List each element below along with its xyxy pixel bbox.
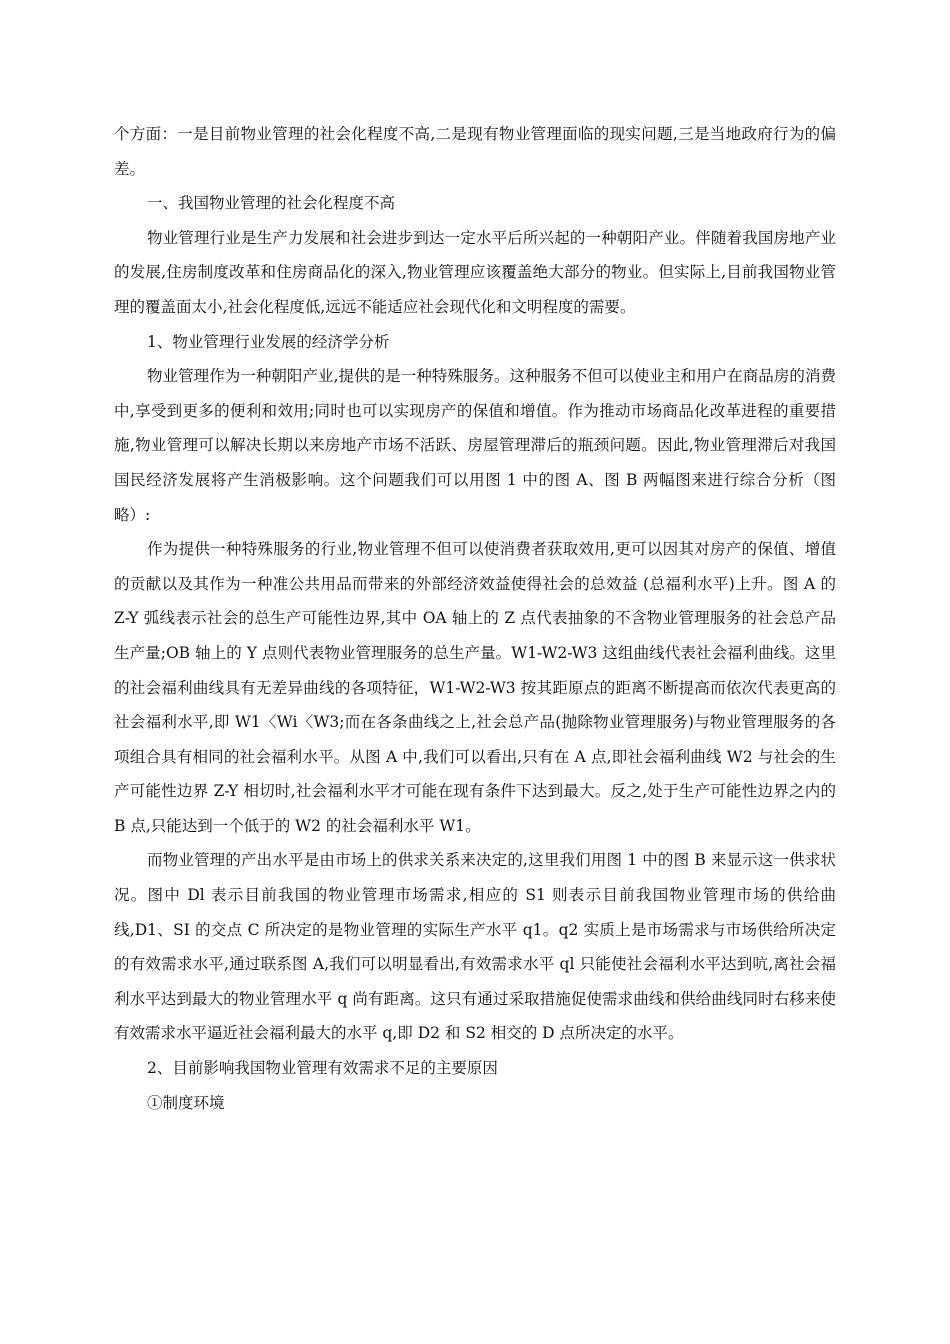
paragraph: 物业管理行业是生产力发展和社会进步到达一定水平后所兴起的一种朝阳产业。伴随着我国房地产业的发展,住房制度改革和住房商品化的深入,物业管理应该覆盖绝大部分的物业。但实际上,目前我国物业管理的覆盖面太小,社会化程度低,远远不能适应社会现代化和文明程度的需要。 — [114, 228, 836, 316]
document-body — [114, 117, 836, 1120]
list-item-heading: ①制度环境 — [147, 1093, 225, 1112]
paragraph: 物业管理作为一种朝阳产业,提供的是一种特殊服务。这种服务不但可以使业主和用户在商品房的消费中,享受到更多的便利和效用;同时也可以实现房产的保值和增值。作为推动市场商品化改革进程的重要措施,物业管理可以解决长期以来房地产市场不活跃、房屋管理滞后的瓶颈问题。因此,物业管理滞后对我国国民经济发展将产生消极影响。这个问题我们可以用图 1 中的图 A、图 B 两幅图来进行综合分析（图略）: — [114, 367, 836, 524]
paragraph: 而物业管理的产出水平是由市场上的供求关系来决定的,这里我们用图 1 中的图 B 来显示这一供求状况。图中 Dl 表示目前我国的物业管理市场需求,相应的 S1 则表示目前我国物业管理市场的供给曲线,D1、SI 的交点 C 所决定的是物业管理的实际生产水平 q1。q2 实质上是市场需求与市场供给所决定的有效需求水平,通过联系图 A,我们可以明显看出,有效需求水平 ql 只能使社会福利水平达到吭,离社会福利水平达到最大的物业管理水平 q 尚有距离。这只有通过采取措施促使需求曲线和供给曲线同时右移来使有效需求水平逼近社会福利最大的水平 q,即 D2 和 S2 相交的 D 点所决定的水平。 — [114, 851, 836, 1043]
paragraph-continuation: 个方面：一是目前物业管理的社会化程度不高,二是现有物业管理面临的现实问题,三是当地政府行为的偏差。 — [114, 125, 836, 178]
section-heading-1: 一、我国物业管理的社会化程度不高 — [147, 194, 396, 213]
paragraph: 作为提供一种特殊服务的行业,物业管理不但可以使消费者获取效用,更可以因其对房产的保值、增值的贡献以及其作为一种准公共用品而带来的外部经济效益使得社会的总效益 (总福利水平)上升。图 A 的 Z-Y 弧线表示社会的总生产可能性边界,其中 OA 轴上的 Z 点代表抽象的不含物业管理服务的社会总产品生产量;OB 轴上的 Y 点则代表物业管理服务的总生产量。W1-W2-W3 这组曲线代表社会福利曲线。这里的社会福利曲线具有无差异曲线的各项特征，W1-W2-W3 按其距原点的距离不断提高而依次代表更高的社会福利水平,即 W1〈Wi〈W3;而在各条曲线之上,社会总产品(抛除物业管理服务)与物业管理服务的各项组合具有相同的社会福利水平。从图 A 中,我们可以看出,只有在 A 点,即社会福利曲线 W2 与社会的生产可能性边界 Z-Y 相切时,社会福利水平才可能在现有条件下达到最大。反之,处于生产可能性边界之内的 B 点,只能达到一个低于的 W2 的社会福利水平 W1。 — [114, 540, 836, 835]
subsection-heading-1: 1、物业管理行业发展的经济学分析 — [147, 332, 390, 351]
subsection-heading-2: 2、目前影响我国物业管理有效需求不足的主要原因 — [147, 1059, 498, 1078]
